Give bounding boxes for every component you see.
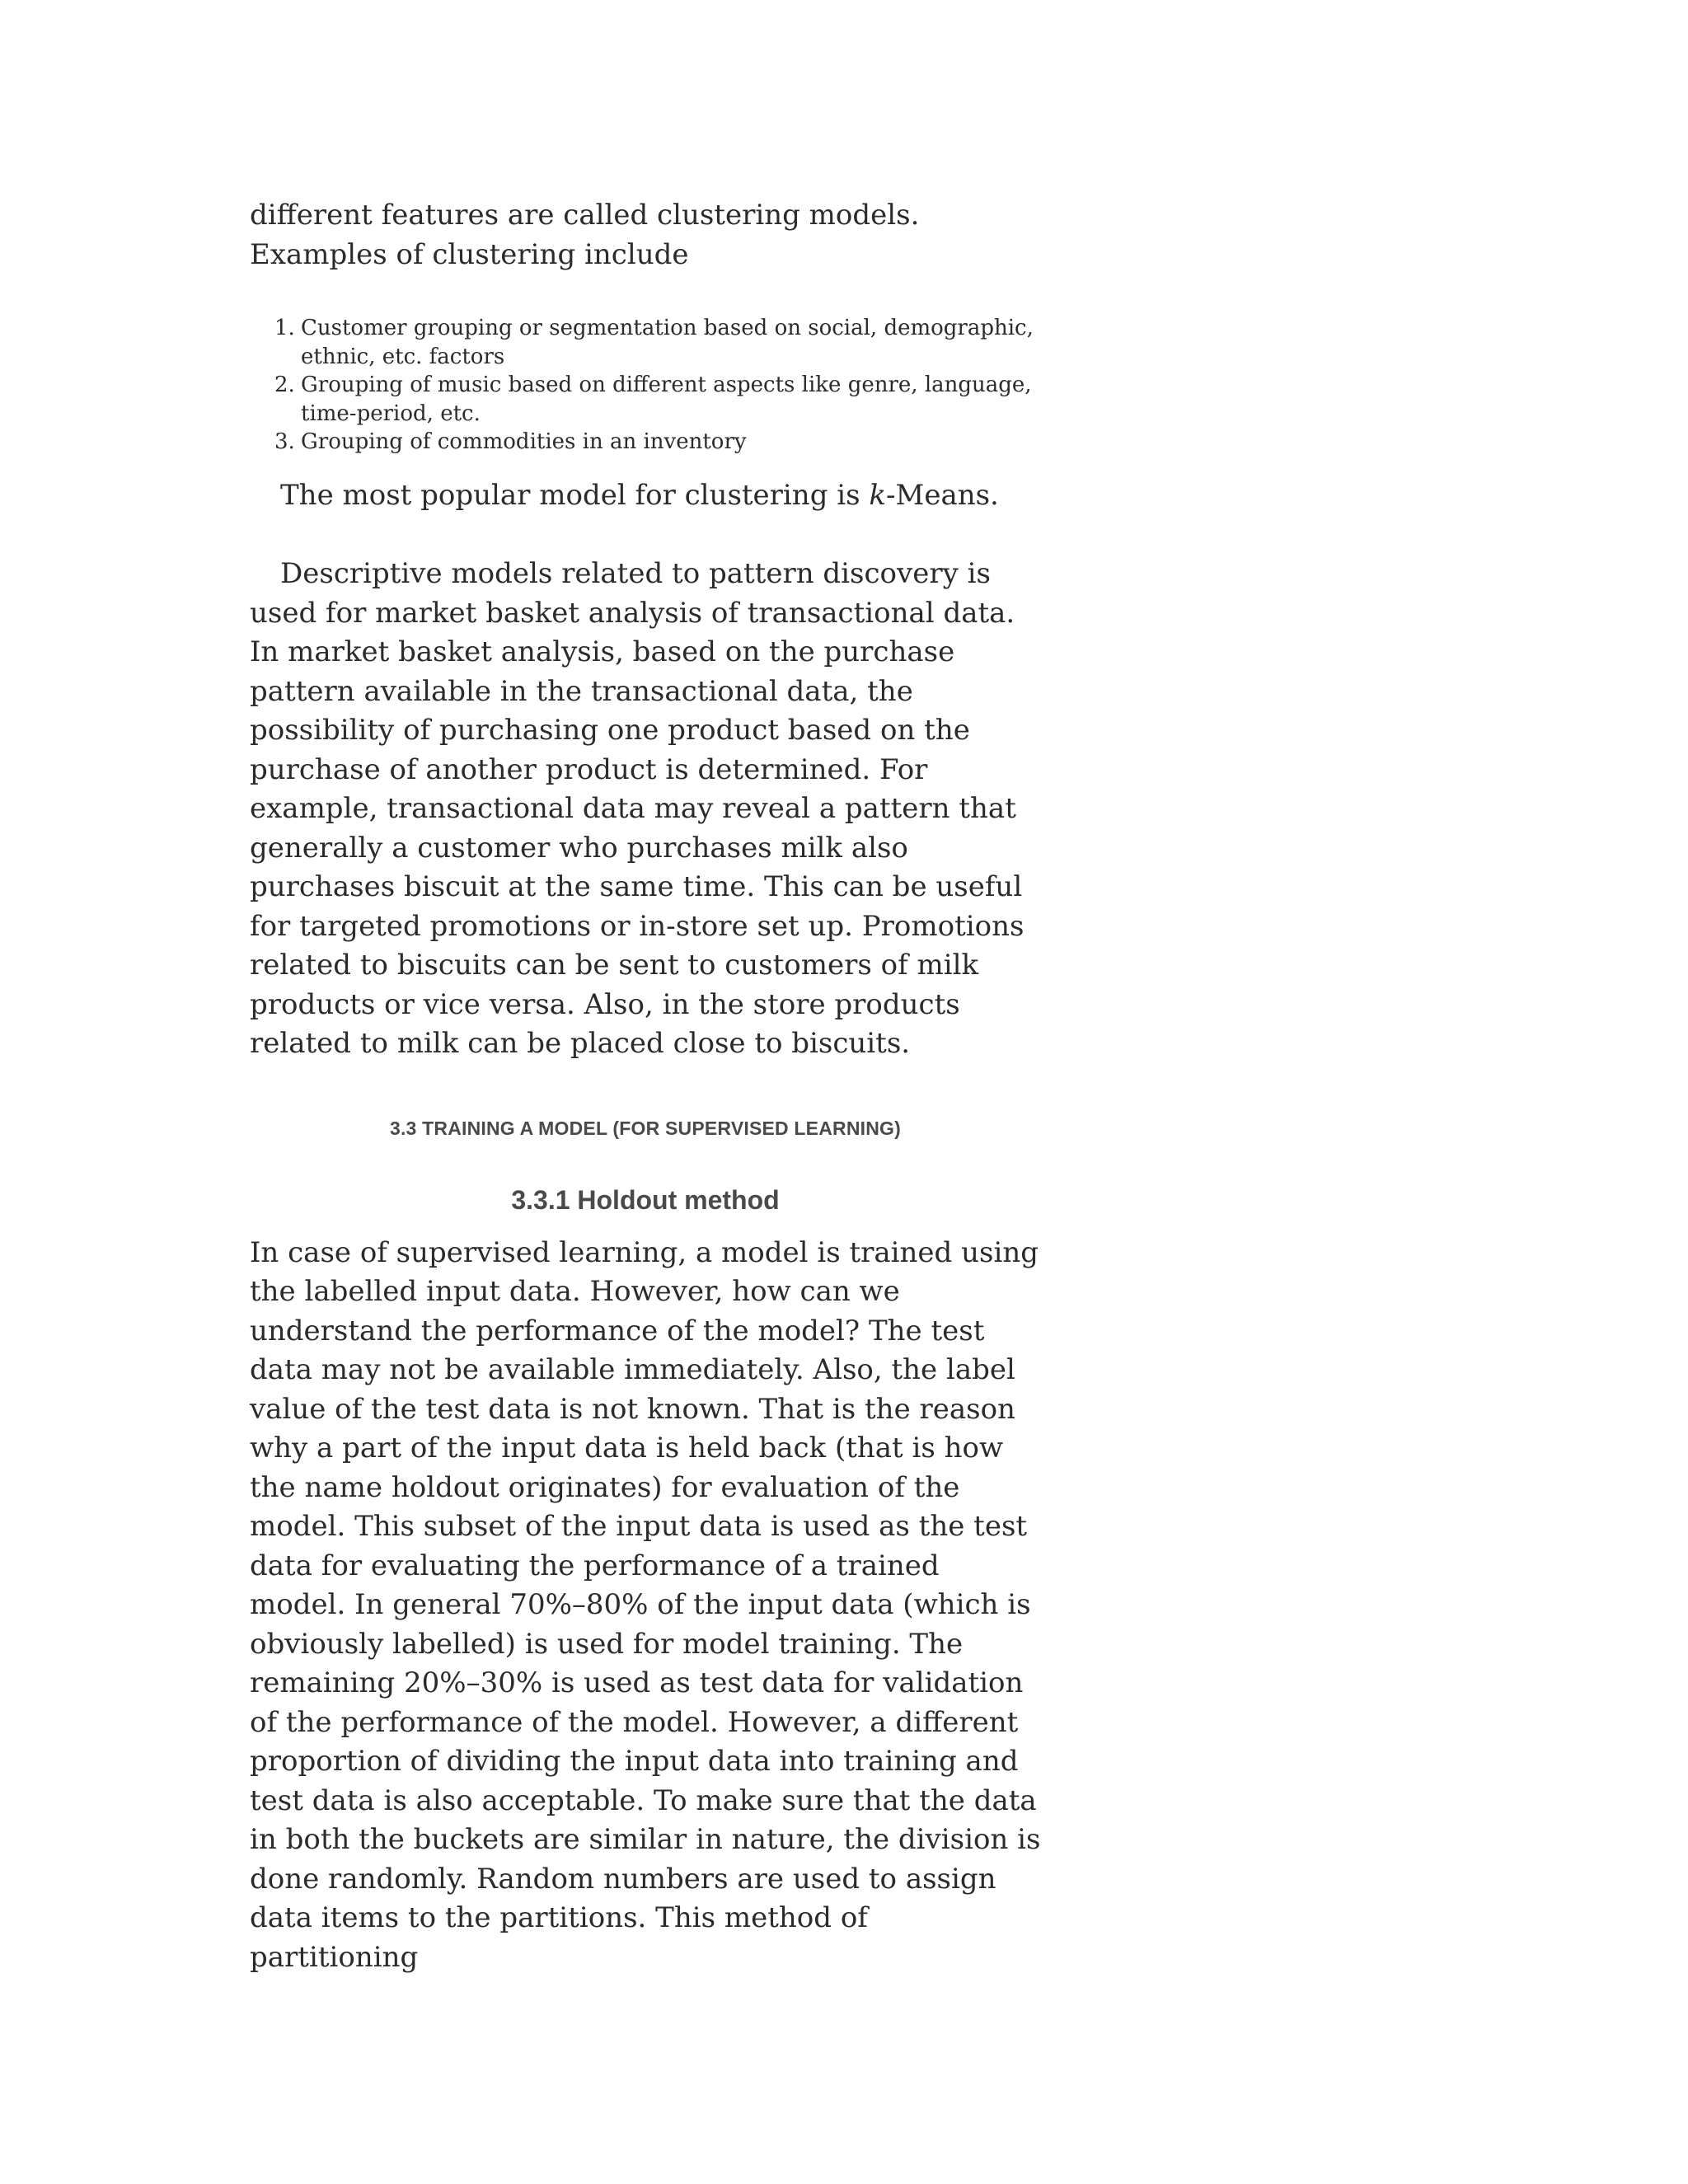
popular-model-suffix: -Means. xyxy=(886,478,999,512)
list-item-text: Grouping of music based on different aspects like genre, language, time-period, etc. xyxy=(301,373,1032,426)
list-item-number: 2. xyxy=(274,373,295,397)
clustering-examples-list xyxy=(250,314,1041,457)
list-item-number: 1. xyxy=(274,316,295,340)
intro-paragraph: different features are called clustering models. Examples of clustering include xyxy=(250,199,920,271)
list-item-text: Customer grouping or segmentation based on social, demographic, ethnic, etc. factors xyxy=(301,316,1034,369)
list-item-number: 3. xyxy=(274,429,295,454)
popular-model-sentence xyxy=(250,476,1041,516)
holdout-paragraph: In case of supervised learning, a model is trained using the labelled input data. However, how can we understand the performance of the model? The test data may not be available immediately. Also, the label value of the test data is not known. That is the reason why a part of the input data is held back (that is how the name holdout originates) for evaluation of the model. This subset of the input data is used as the test data for evaluating the performance of a trained model. In general 70%–80% of the input data (which is obviously labelled) is used for model training. The remaining 20%–30% is used as test data for validation of the performance of the model. However, a different proportion of dividing the input data into training and test data is also acceptable. To make sure that the data in both the buckets are similar in nature, the division is done randomly. Random numbers are used to assign data items to the partitions. This method of partitioning xyxy=(250,1235,1041,1974)
list-item-text: Grouping of commodities in an inventory xyxy=(301,429,747,454)
list-item xyxy=(250,428,1041,457)
text-column xyxy=(250,196,1041,1977)
list-item xyxy=(250,314,1041,371)
list-item xyxy=(250,371,1041,428)
popular-model-italic: k xyxy=(869,478,887,512)
popular-model-text: The most popular model for clustering is xyxy=(280,478,870,512)
subsection-heading: 3.3.1 Holdout method xyxy=(511,1184,780,1215)
section-heading: 3.3 TRAINING A MODEL (FOR SUPERVISED LEARNING) xyxy=(389,1117,902,1139)
pattern-discovery-paragraph: Descriptive models related to pattern discovery is used for market basket analysis of transactional data. In market basket analysis, based on the purchase pattern available in the transactional data, the possibility of purchasing one product based on the purchase of another product is determined. For example, transactional data may reveal a pattern that generally a customer who purchases milk also purchases biscuit at the same time. This can be useful for targeted promotions or in-store set up. Promotions related to biscuits can be sent to customers of milk products or vice versa. Also, in the store products related to milk can be placed close to biscuits. xyxy=(250,557,1025,1060)
